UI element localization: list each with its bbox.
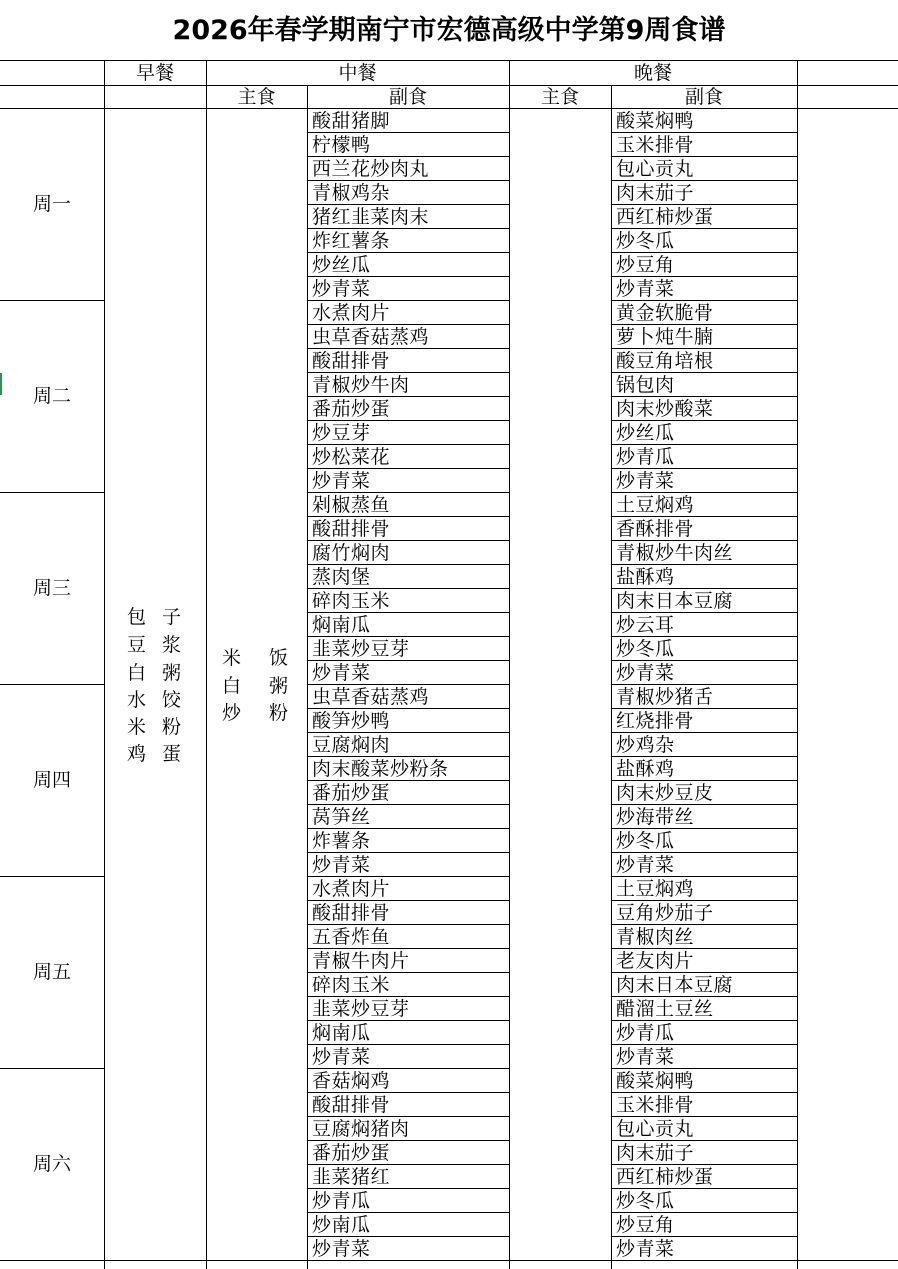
lunch-side-dish: 炒南瓜 — [312, 1214, 371, 1236]
lunch-side-dish: 酸甜排骨 — [312, 1094, 391, 1116]
lunch-side-dish: 剁椒蒸鱼 — [312, 494, 391, 516]
day-label: 周三 — [32, 577, 71, 599]
grid-line — [611, 1068, 797, 1069]
dinner-side-dish: 土豆焖鸡 — [616, 494, 695, 516]
lunch-staple-item: 白 — [222, 675, 242, 697]
grid-line — [0, 876, 104, 877]
grid-line — [307, 804, 509, 805]
grid-line — [307, 996, 509, 997]
grid-line — [307, 516, 509, 517]
grid-line — [307, 180, 509, 181]
dinner-side-dish: 炒丝瓜 — [616, 422, 675, 444]
day-label: 周五 — [32, 961, 71, 983]
lunch-side-dish: 蒸肉堡 — [312, 566, 371, 588]
grid-line — [611, 348, 797, 349]
lunch-side-dish: 炸薯条 — [312, 830, 371, 852]
dinner-side-dish: 青椒肉丝 — [616, 926, 695, 948]
day-label: 周六 — [32, 1153, 71, 1175]
dinner-side-dish: 肉末炒酸菜 — [616, 398, 714, 420]
lunch-staple-item: 饭 — [269, 647, 289, 669]
dinner-side-dish: 炒豆角 — [616, 1214, 675, 1236]
grid-line — [307, 828, 509, 829]
grid-line — [611, 252, 797, 253]
grid-line — [104, 60, 105, 1269]
lunch-side-dish: 番茄炒蛋 — [312, 1142, 391, 1164]
dinner-side-dish: 香酥排骨 — [616, 518, 695, 540]
grid-line — [307, 756, 509, 757]
dinner-side-dish: 炒冬瓜 — [616, 230, 675, 252]
dinner-side-dish: 炒青菜 — [616, 278, 675, 300]
grid-line — [611, 300, 797, 301]
grid-line — [611, 372, 797, 373]
grid-line — [206, 60, 207, 1269]
grid-line — [307, 156, 509, 157]
dinner-side-dish: 肉末茄子 — [616, 1142, 695, 1164]
lunch-side-dish: 炒青菜 — [312, 278, 371, 300]
breakfast-item: 浆 — [162, 634, 182, 656]
lunch-side-dish: 水煮肉片 — [312, 878, 391, 900]
dinner-side-dish: 炒青瓜 — [616, 446, 675, 468]
breakfast-item: 粥 — [162, 662, 182, 684]
lunch-side-dish: 豆腐焖猪肉 — [312, 1118, 410, 1140]
grid-line — [611, 684, 797, 685]
grid-line — [611, 900, 797, 901]
grid-line — [307, 1164, 509, 1165]
grid-line — [0, 684, 104, 685]
lunch-side-dish: 炒青菜 — [312, 662, 371, 684]
lunch-side-dish: 番茄炒蛋 — [312, 398, 391, 420]
menu-title: 2026年春学期南宁市宏德高级中学第9周食谱 — [172, 15, 726, 46]
lunch-side-dish: 腐竹焖肉 — [312, 542, 391, 564]
lunch-side-dish: 酸甜排骨 — [312, 902, 391, 924]
grid-line — [611, 516, 797, 517]
grid-line — [611, 1212, 797, 1213]
dinner-side-dish: 青椒炒牛肉丝 — [616, 542, 734, 564]
grid-line — [307, 324, 509, 325]
grid-line — [307, 1068, 509, 1069]
breakfast-item: 包 — [127, 606, 147, 628]
grid-line — [307, 1188, 509, 1189]
lunch-side-dish: 虫草香菇蒸鸡 — [312, 686, 430, 708]
grid-line — [307, 1236, 509, 1237]
grid-line — [611, 756, 797, 757]
dinner-side-dish: 老友肉片 — [616, 950, 695, 972]
grid-line — [307, 276, 509, 277]
grid-line — [611, 924, 797, 925]
grid-line — [611, 156, 797, 157]
lunch-side-dish: 韭菜炒豆芽 — [312, 998, 410, 1020]
grid-line — [611, 1164, 797, 1165]
dinner-side-dish: 炒青菜 — [616, 1046, 675, 1068]
lunch-side-dish: 番茄炒蛋 — [312, 782, 391, 804]
lunch-side-dish: 焖南瓜 — [312, 614, 371, 636]
dinner-side-dish: 炒冬瓜 — [616, 1190, 675, 1212]
lunch-side-dish: 西兰花炒肉丸 — [312, 158, 430, 180]
grid-line — [307, 1116, 509, 1117]
dinner-side-dish: 肉末日本豆腐 — [616, 974, 734, 996]
dinner-side-dish: 玉米排骨 — [616, 134, 695, 156]
dinner-side-dish: 土豆焖鸡 — [616, 878, 695, 900]
breakfast-item: 白 — [127, 662, 147, 684]
grid-line — [307, 780, 509, 781]
lunch-side-dish: 水煮肉片 — [312, 302, 391, 324]
grid-line — [611, 660, 797, 661]
grid-line — [307, 204, 509, 205]
lunch-side-dish: 焖南瓜 — [312, 1022, 371, 1044]
dinner-side-dish: 炒海带丝 — [616, 806, 695, 828]
grid-line — [307, 1212, 509, 1213]
grid-line — [307, 924, 509, 925]
dinner-side-dish: 西红柿炒蛋 — [616, 206, 714, 228]
grid-line — [307, 132, 509, 133]
lunch-staple-item: 粥 — [269, 675, 289, 697]
lunch-side-dish: 青椒牛肉片 — [312, 950, 410, 972]
lunch-side-dish: 韭菜炒豆芽 — [312, 638, 410, 660]
dinner-side-dish: 包心贡丸 — [616, 1118, 695, 1140]
grid-line — [611, 1188, 797, 1189]
grid-line — [307, 1020, 509, 1021]
lunch-staple-item: 粉 — [269, 702, 289, 724]
grid-line — [611, 1044, 797, 1045]
grid-line — [307, 468, 509, 469]
grid-line — [611, 396, 797, 397]
subheader-dinner-staple: 主食 — [540, 86, 579, 108]
dinner-side-dish: 酸菜焖鸭 — [616, 1070, 695, 1092]
day-label: 周一 — [32, 193, 71, 215]
day-label: 周四 — [32, 769, 71, 791]
grid-line — [611, 1140, 797, 1141]
grid-line — [611, 828, 797, 829]
dinner-side-dish: 盐酥鸡 — [616, 566, 675, 588]
lunch-side-dish: 炒青菜 — [312, 470, 371, 492]
lunch-side-dish: 炒青菜 — [312, 854, 371, 876]
lunch-side-dish: 五香炸鱼 — [312, 926, 391, 948]
dinner-side-dish: 豆角炒茄子 — [616, 902, 714, 924]
grid-line — [611, 132, 797, 133]
breakfast-item: 蛋 — [162, 743, 182, 765]
grid-line — [307, 852, 509, 853]
grid-line — [307, 372, 509, 373]
grid-line — [611, 876, 797, 877]
header-breakfast: 早餐 — [135, 62, 174, 84]
breakfast-item: 子 — [162, 606, 182, 628]
grid-line — [611, 948, 797, 949]
grid-line — [611, 612, 797, 613]
lunch-side-dish: 碎肉玉米 — [312, 974, 391, 996]
dinner-side-dish: 炒冬瓜 — [616, 638, 675, 660]
grid-line — [307, 540, 509, 541]
dinner-side-dish: 炒青瓜 — [616, 1022, 675, 1044]
lunch-side-dish: 青椒鸡杂 — [312, 182, 391, 204]
grid-line — [0, 1068, 104, 1069]
breakfast-item: 鸡 — [127, 743, 147, 765]
lunch-side-dish: 猪红韭菜肉末 — [312, 206, 430, 228]
lunch-side-dish: 酸甜猪脚 — [312, 110, 391, 132]
grid-line — [307, 492, 509, 493]
grid-line — [307, 228, 509, 229]
dinner-side-dish: 炒豆角 — [616, 254, 675, 276]
row-selection-marker — [0, 373, 2, 395]
grid-line — [611, 804, 797, 805]
grid-line — [611, 588, 797, 589]
grid-line — [611, 564, 797, 565]
dinner-side-dish: 包心贡丸 — [616, 158, 695, 180]
grid-line — [307, 1092, 509, 1093]
breakfast-item: 饺 — [162, 689, 182, 711]
grid-line — [611, 1116, 797, 1117]
subheader-dinner-side: 副食 — [684, 86, 723, 108]
grid-line — [611, 204, 797, 205]
dinner-side-dish: 炒青菜 — [616, 662, 675, 684]
grid-line — [307, 876, 509, 877]
grid-line — [307, 348, 509, 349]
dinner-side-dish: 炒云耳 — [616, 614, 675, 636]
grid-line — [307, 444, 509, 445]
grid-line — [0, 492, 104, 493]
grid-line — [307, 972, 509, 973]
lunch-side-dish: 炒青菜 — [312, 1238, 371, 1260]
grid-line — [611, 420, 797, 421]
lunch-side-dish: 碎肉玉米 — [312, 590, 391, 612]
menu-table — [0, 60, 898, 1269]
header-lunch: 中餐 — [338, 62, 377, 84]
grid-line — [307, 684, 509, 685]
grid-line — [611, 492, 797, 493]
dinner-side-dish: 醋溜土豆丝 — [616, 998, 714, 1020]
grid-line — [611, 468, 797, 469]
dinner-side-dish: 肉末日本豆腐 — [616, 590, 734, 612]
grid-line — [611, 444, 797, 445]
lunch-side-dish: 酸笋炒鸭 — [312, 710, 391, 732]
dinner-side-dish: 酸菜焖鸭 — [616, 110, 695, 132]
grid-line — [611, 852, 797, 853]
grid-line — [509, 60, 510, 1269]
grid-line — [611, 1092, 797, 1093]
dinner-side-dish: 肉末炒豆皮 — [616, 782, 714, 804]
grid-line — [307, 396, 509, 397]
grid-line — [307, 564, 509, 565]
dinner-side-dish: 炒青菜 — [616, 1238, 675, 1260]
grid-line — [307, 660, 509, 661]
grid-line — [611, 276, 797, 277]
grid-line — [307, 636, 509, 637]
lunch-side-dish: 香菇焖鸡 — [312, 1070, 391, 1092]
grid-line — [797, 60, 798, 1269]
dinner-side-dish: 炒鸡杂 — [616, 734, 675, 756]
breakfast-item: 豆 — [127, 634, 147, 656]
grid-line — [0, 1260, 898, 1261]
grid-line — [307, 1140, 509, 1141]
lunch-side-dish: 炒青菜 — [312, 1046, 371, 1068]
dinner-side-dish: 西红柿炒蛋 — [616, 1166, 714, 1188]
grid-line — [611, 708, 797, 709]
grid-line — [307, 252, 509, 253]
dinner-side-dish: 酸豆角培根 — [616, 350, 714, 372]
breakfast-item: 水 — [127, 689, 147, 711]
grid-line — [611, 1020, 797, 1021]
day-label: 周二 — [32, 385, 71, 407]
dinner-side-dish: 肉末茄子 — [616, 182, 695, 204]
grid-line — [307, 588, 509, 589]
lunch-side-dish: 炒青瓜 — [312, 1190, 371, 1212]
grid-line — [307, 900, 509, 901]
grid-line — [611, 972, 797, 973]
grid-line — [611, 228, 797, 229]
grid-line — [611, 636, 797, 637]
dinner-side-dish: 青椒炒猪舌 — [616, 686, 714, 708]
dinner-side-dish: 炒青菜 — [616, 470, 675, 492]
grid-line — [611, 180, 797, 181]
lunch-side-dish: 炒松菜花 — [312, 446, 391, 468]
grid-line — [307, 420, 509, 421]
lunch-side-dish: 炒丝瓜 — [312, 254, 371, 276]
grid-line — [307, 708, 509, 709]
grid-line — [611, 324, 797, 325]
grid-line — [611, 996, 797, 997]
lunch-side-dish: 炸红薯条 — [312, 230, 391, 252]
grid-line — [307, 300, 509, 301]
grid-line — [307, 612, 509, 613]
grid-line — [307, 948, 509, 949]
dinner-side-dish: 黄金软脆骨 — [616, 302, 714, 324]
grid-line — [611, 540, 797, 541]
grid-line — [611, 780, 797, 781]
grid-line — [611, 732, 797, 733]
lunch-side-dish: 炒豆芽 — [312, 422, 371, 444]
grid-line — [611, 1236, 797, 1237]
lunch-side-dish: 肉末酸菜炒粉条 — [312, 758, 449, 780]
breakfast-item: 粉 — [162, 716, 182, 738]
lunch-side-dish: 柠檬鸭 — [312, 134, 371, 156]
lunch-side-dish: 豆腐焖肉 — [312, 734, 391, 756]
lunch-side-dish: 莴笋丝 — [312, 806, 371, 828]
grid-line — [0, 300, 104, 301]
dinner-side-dish: 盐酥鸡 — [616, 758, 675, 780]
lunch-side-dish: 韭菜猪红 — [312, 1166, 391, 1188]
lunch-side-dish: 虫草香菇蒸鸡 — [312, 326, 430, 348]
dinner-side-dish: 玉米排骨 — [616, 1094, 695, 1116]
dinner-side-dish: 炒青菜 — [616, 854, 675, 876]
header-dinner: 晚餐 — [633, 62, 672, 84]
lunch-side-dish: 酸甜排骨 — [312, 518, 391, 540]
grid-line — [307, 732, 509, 733]
dinner-side-dish: 炒冬瓜 — [616, 830, 675, 852]
breakfast-item: 米 — [127, 716, 147, 738]
dinner-side-dish: 萝卜炖牛腩 — [616, 326, 714, 348]
grid-line — [307, 1044, 509, 1045]
lunch-side-dish: 酸甜排骨 — [312, 350, 391, 372]
subheader-lunch-side: 副食 — [388, 86, 427, 108]
lunch-side-dish: 青椒炒牛肉 — [312, 374, 410, 396]
lunch-staple-item: 炒 — [222, 702, 242, 724]
subheader-lunch-staple: 主食 — [237, 86, 276, 108]
dinner-side-dish: 锅包肉 — [616, 374, 675, 396]
lunch-staple-item: 米 — [222, 647, 242, 669]
dinner-side-dish: 红烧排骨 — [616, 710, 695, 732]
